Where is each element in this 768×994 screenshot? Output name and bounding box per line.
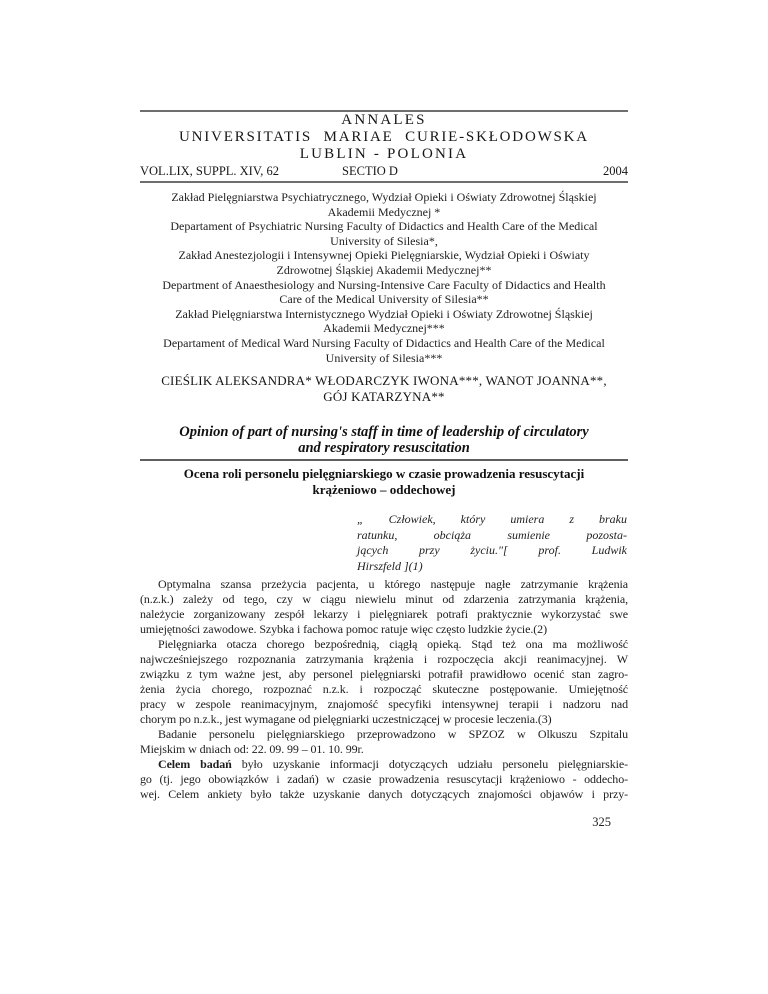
affiliation-line: Akademii Medycznej*** [323,321,445,336]
affiliation-line: Zakład Pielęgniarstwa Psychiatrycznego, Wydział Opieki i Oświaty Zdrowotnej Śląskiej [171,190,597,204]
header-bottom-rule [140,181,628,183]
authors-line: GÓJ KATARZYNA** [323,388,445,404]
body-line: pracy w zespole reanimacyjnym, znajomość specyfiki intensywnej terapii i nadzoru nad [140,697,628,712]
body-line: (n.z.k.) zależy od tego, czy w ciągu niewielu minut od zdarzenia zatrzymania krążenia, [140,592,628,607]
quote-line: ratunku, obciąża sumienie pozosta- [357,527,627,542]
epigraph-quote [357,512,627,574]
journal-header [140,110,628,183]
affiliation-line: Departament of Medical Ward Nursing Faculty of Didactics and Health Care of the Medical [163,335,605,350]
affiliation-line: Zakład Anestezjologii i Intensywnej Opieki Pielęgniarskie, Wydział Opieki i Oświaty [178,248,590,263]
volume-label: VOL.LIX, SUPPL. XIV, 62 [140,164,280,178]
english-title [140,424,628,461]
affiliation-line: Care of the Medical University of Silesia** [279,292,489,307]
affiliation-line: University of Silesia*** [325,350,443,365]
affiliations-block [140,190,628,365]
article-body [140,577,628,802]
body-line: go (tj. jego obowiązków i zadań) w czasie prowadzenia resuscytacji krążeniowo - oddecho- [140,772,628,787]
affiliation-line: Zakład Pielęgniarstwa Internistycznego Wydział Opieki i Oświaty Zdrowotnej Śląskiej [175,306,593,321]
volume-row [140,163,628,181]
body-paragraph [140,577,628,637]
english-title-line: Opinion of part of nursing's staff in time of leadership of circulatory [179,424,589,441]
authors-line: CIEŚLIK ALEKSANDRA* WŁODARCZYK IWONA***, WANOT JOANNA**, [161,373,607,389]
polish-title [140,466,628,498]
affiliation-line: Departament of Psychiatric Nursing Faculty of Didactics and Health Care of the Medical [170,219,598,234]
body-line: najwcześniejszego rozpoznania zatrzymania krążenia i rozpoczęcia akcji reanimacyjnej. W [140,652,628,667]
body-line: należycie zorganizowany zespół lekarzy i pielęgniarek potrafi praktycznie wykorzystać swe [140,607,628,622]
page-content [140,110,628,830]
quote-line: „ Człowiek, który umiera z braku [357,512,627,527]
body-paragraph [140,637,628,727]
body-line: umiejętności zawodowe. Szybka i fachowa pomoc ratuje więc często ludzkie życie.(2) [140,622,547,637]
page-number: 325 [592,815,611,830]
year-label: 2004 [603,164,629,178]
sectio-label: SECTIO D [342,164,398,178]
body-line: Pielęgniarka otacza chorego bezpośrednią, ciągłą opieką. Stąd też ona ma możliwość [158,637,628,652]
body-line [140,757,628,772]
body-paragraph [140,727,628,757]
affiliation-line: University of Silesia*, [330,233,438,248]
quote-line: Hirszfeld ](1) [357,558,423,573]
journal-title-universitatis: UNIVERSITATIS MARIAE CURIE-SKŁODOWSKA [179,129,589,145]
body-paragraph [140,757,628,802]
journal-title-lublin: LUBLIN - POLONIA [299,146,469,162]
authors-block [140,373,628,404]
body-line: wej. Celem ankiety było także uzyskanie danych dotyczących znajomości objawów i przy- [140,787,628,802]
body-line: chorym po n.z.k., jest wymagane od pielęgniarki uczestniczącej w procesie leczenia.(3) [140,712,552,727]
english-title-line: and respiratory resuscitation [298,440,470,457]
body-line: Miejskim w dniach od: 22. 09. 99 – 01. 10. 99r. [140,742,364,757]
affiliation-line: Department of Anaesthesiology and Nursing-Intensive Care Faculty of Didactics and Health [162,277,606,292]
paragraph-bold-lead: Celem badań [158,757,232,772]
body-line: żenia życia chorego, rozpoznać n.z.k. i rozpocząć skuteczne postępowanie. Umiejętność [140,682,628,697]
body-line: związku z tym ważne jest, aby personel pielęgniarski potrafił prawidłowo ocenić stan zagro- [140,667,628,682]
body-line: Optymalna szansa przeżycia pacjenta, u którego następuje nagłe zatrzymanie krążenia [158,577,628,592]
journal-title-annales: ANNALES [341,112,427,128]
affiliation-line: Zdrowotnej Śląskiej Akademii Medycznej** [276,262,492,277]
quote-line: jących przy życiu."[ prof. Ludwik [357,543,627,558]
polish-title-line: krążeniowo – oddechowej [312,482,456,498]
body-line-text: było uzyskanie informacji dotyczących udziału personelu pielęgniarskie- [231,757,628,772]
body-line: Badanie personelu pielęgniarskiego przeprowadzono w SPZOZ w Olkuszu Szpitalu [158,727,628,742]
affiliation-line: Akademii Medycznej * [327,204,441,219]
polish-title-line: Ocena roli personelu pielęgniarskiego w czasie prowadzenia resuscytacji [183,466,585,482]
